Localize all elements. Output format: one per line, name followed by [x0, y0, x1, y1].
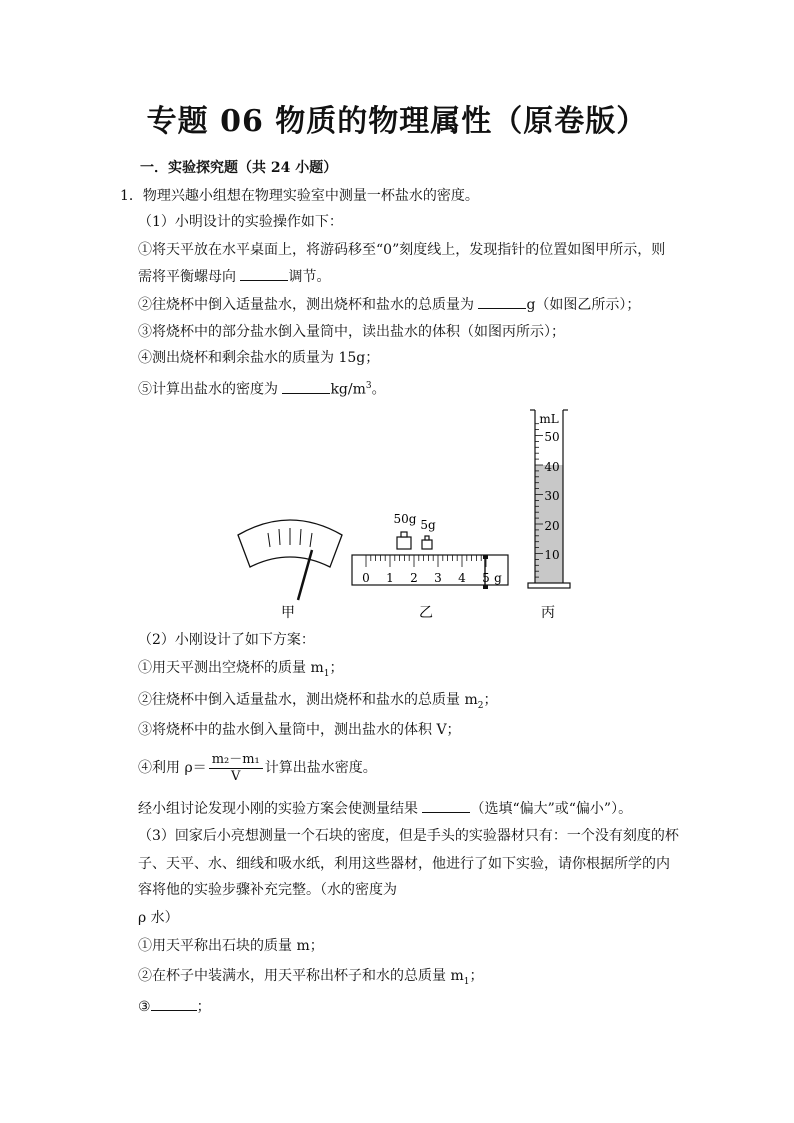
- answer-blank[interactable]: [422, 798, 470, 813]
- p2-step1-text: ①用天平测出空烧杯的质量 m: [138, 660, 324, 676]
- p2-step3-line: ③将烧杯中的盐水倒入量筒中，测出盐水的体积 V；: [138, 722, 461, 738]
- weights: [397, 532, 432, 549]
- rider-top: [483, 555, 488, 559]
- formula-denominator: V: [231, 768, 241, 784]
- step2-text: ②往烧杯中倒入适量盐水，测出烧杯和盐水的总质量为: [138, 297, 479, 313]
- p2-step1-end: ；: [329, 660, 344, 676]
- answer-blank[interactable]: [151, 996, 197, 1011]
- weight-small-label: 5g: [420, 518, 436, 532]
- step3-line: ③将烧杯中的部分盐水倒入量筒中，读出盐水的体积（如图丙所示）；: [138, 324, 565, 340]
- p2-step2-sub: 2: [477, 700, 484, 711]
- section-heading: 一．实验探究题（共 24 小题）: [140, 160, 338, 176]
- document-title: 专题 06 物质的物理属性（原卷版）: [146, 104, 648, 139]
- weight-50g: [397, 537, 411, 549]
- p3-step3-text: ③: [138, 999, 151, 1015]
- p2-step2-text: ②往烧杯中倒入适量盐水，测出烧杯和盐水的总质量 m: [138, 692, 478, 708]
- part1-intro: （1）小明设计的实验操作如下：: [138, 214, 343, 230]
- figure-label-jia: 甲: [281, 605, 295, 621]
- answer-blank[interactable]: [282, 379, 330, 394]
- part3-line4: ρ 水）: [138, 910, 179, 926]
- cylinder-tick-label: 40: [544, 460, 560, 474]
- answer-blank[interactable]: [478, 294, 526, 309]
- p3-step1-line: ①用天平称出石块的质量 m；: [138, 938, 324, 954]
- p2-step1-line: [138, 658, 343, 684]
- p2-step1-sub: 1: [323, 668, 330, 679]
- step5-end: 。: [371, 381, 386, 398]
- scale-tick-label: 1: [386, 571, 394, 585]
- step1-line-b: [138, 266, 330, 287]
- step4-line: ④测出烧杯和剩余盐水的质量为 15g；: [138, 350, 380, 366]
- part3-line2: 子、天平、水、细线和吸水纸，利用这些器材，他进行了如下实验，请你根据所学的内: [138, 856, 670, 872]
- step1-text: 需将平衡螺母向: [138, 269, 241, 285]
- rider-bottom: [483, 585, 488, 589]
- p2-step4-suffix: 计算出盐水密度。: [264, 760, 377, 776]
- step5-unit-exponent: 3: [365, 381, 372, 391]
- step5-unit: kg/m: [330, 381, 366, 398]
- weight-5g: [422, 540, 432, 549]
- p2-step4-line: [138, 750, 377, 788]
- p2-step2-end: ；: [483, 692, 498, 708]
- cylinder-tick-label: 10: [544, 548, 560, 562]
- scale-unit-label: g: [494, 571, 502, 585]
- formula-numerator: m₂－m₁: [209, 752, 263, 769]
- step1-suffix: 调节。: [288, 269, 331, 285]
- part2-intro: （2）小刚设计了如下方案：: [138, 632, 315, 648]
- scale-tick-label: 5: [482, 571, 490, 585]
- p3-step2-sub: 1: [463, 976, 470, 987]
- scale-tick-label: 3: [434, 571, 442, 585]
- experiment-figure: [230, 405, 575, 623]
- scale-tick-label: 0: [362, 571, 370, 585]
- density-formula: [209, 752, 263, 785]
- figure-label-yi: 乙: [419, 605, 433, 621]
- p2-conclusion-suffix: （选填“偏大”或“偏小”）。: [470, 801, 633, 817]
- cylinder-unit-label: mL: [539, 412, 559, 426]
- step2-suffix: g（如图乙所示）；: [526, 297, 641, 313]
- cylinder-tick-label: 30: [544, 489, 560, 503]
- p3-step2-end: ；: [469, 968, 484, 984]
- scale-tick-label: 4: [458, 571, 466, 585]
- part3-line3: 容将他的实验步骤补充完整。（水的密度为: [138, 882, 397, 898]
- p3-step3-line: [138, 996, 211, 1017]
- scale-tick-label: 2: [410, 571, 418, 585]
- step2-line: [138, 294, 640, 315]
- step5-line: [138, 376, 386, 400]
- p2-conclusion-line: [138, 798, 632, 819]
- p2-step2-line: [138, 690, 497, 716]
- step1-line-a: ①将天平放在水平桌面上，将游码移至“0”刻度线上，发现指针的位置如图甲所示，则: [138, 242, 666, 258]
- cylinder-tick-label: 50: [544, 430, 560, 444]
- cylinder-base: [528, 583, 570, 588]
- question-stem: 1．物理兴趣小组想在物理实验室中测量一杯盐水的密度。: [120, 188, 479, 204]
- pointer-dial: [238, 520, 342, 600]
- p2-conclusion-text: 经小组讨论发现小刚的实验方案会使测量结果: [138, 801, 423, 817]
- answer-blank[interactable]: [240, 266, 288, 281]
- weight-large-label: 50g: [393, 512, 417, 526]
- figure-label-bing: 丙: [541, 605, 555, 621]
- p3-step2-text: ②在杯子中装满水，用天平称出杯子和水的总质量 m: [138, 968, 464, 984]
- part3-line1: （3）回家后小亮想测量一个石块的密度，但是手头的实验器材只有：一个没有刻度的杯: [138, 828, 679, 844]
- step5-text: ⑤计算出盐水的密度为: [138, 381, 283, 398]
- p3-step3-end: ；: [196, 999, 211, 1015]
- p3-step2-line: [138, 966, 483, 992]
- p2-step4-text: ④利用 ρ＝: [138, 760, 207, 776]
- cylinder-tick-label: 20: [544, 519, 560, 533]
